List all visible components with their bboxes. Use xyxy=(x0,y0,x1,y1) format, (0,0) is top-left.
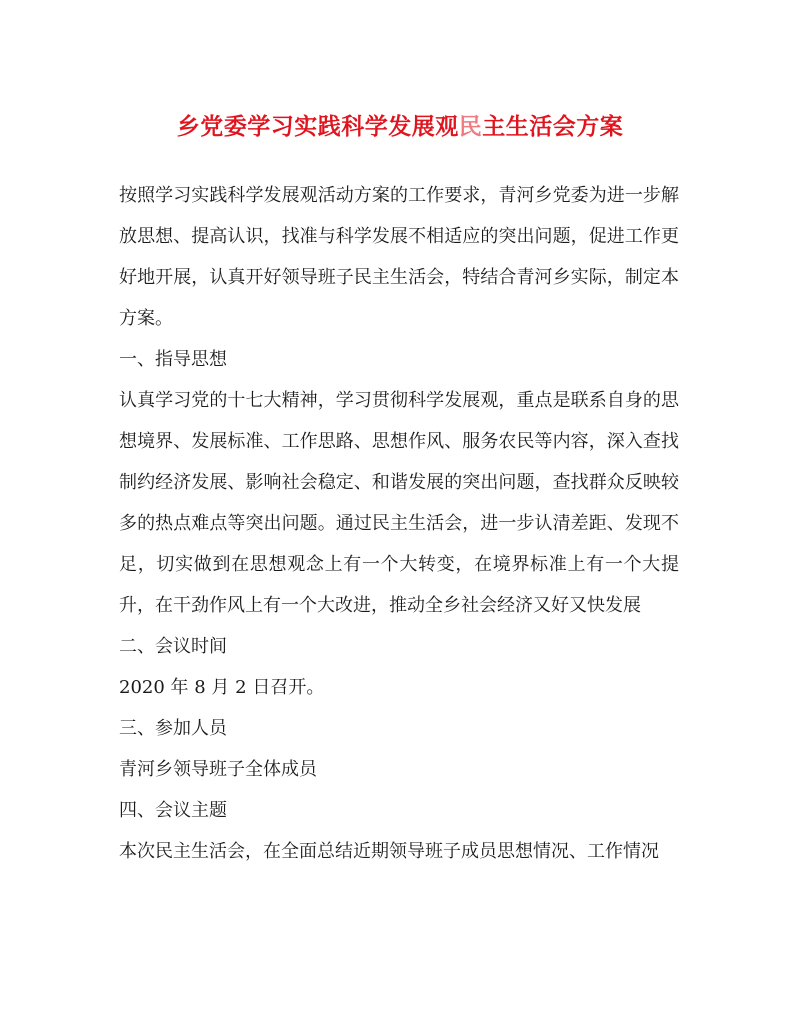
section-heading-meeting-time: 二、会议时间 xyxy=(119,636,227,657)
title-text-part-2: 主生活会方案 xyxy=(482,113,624,140)
title-text-part-1: 乡党委学习实践科学发展观 xyxy=(176,113,459,140)
participants-paragraph: 青河乡领导班子全体成员 xyxy=(119,759,317,780)
document-title xyxy=(0,108,800,141)
section-heading-meeting-theme: 四、会议主题 xyxy=(119,800,227,821)
meeting-theme-paragraph: 本次民主生活会，在全面总结近期领导班子成员思想情况、工作情况 xyxy=(119,841,659,862)
title-highlight-char: 民 xyxy=(458,113,483,140)
document-body xyxy=(119,175,679,872)
guiding-thought-paragraph: 认真学习党的十七大精神，学习贯彻科学发展观，重点是联系自身的思想境界、发展标准、工作思路、思想作风、服务农民等内容，深入查找制约经济发展、影响社会稳定、和谐发展的突出问题，查找群众反映较多的热点难点等突出问题。通过民主生活会，进一步认清差距、发现不足，切实做到在思想观念上有一个大转变，在境界标准上有一个大提升，在干劲作风上有一个大改进，推动全乡社会经济又好又快发展 xyxy=(119,390,679,616)
intro-paragraph: 按照学习实践科学发展观活动方案的工作要求，青河乡党委为进一步解放思想、提高认识，找准与科学发展不相适应的突出问题，促进工作更好地开展，认真开好领导班子民主生活会，特结合青河乡实际，制定本方案。 xyxy=(119,185,679,329)
section-heading-participants: 三、参加人员 xyxy=(119,718,227,739)
section-heading-guiding-thought: 一、指导思想 xyxy=(119,349,227,370)
meeting-time-paragraph: 2020 年 8 月 2 日召开。 xyxy=(119,677,325,698)
